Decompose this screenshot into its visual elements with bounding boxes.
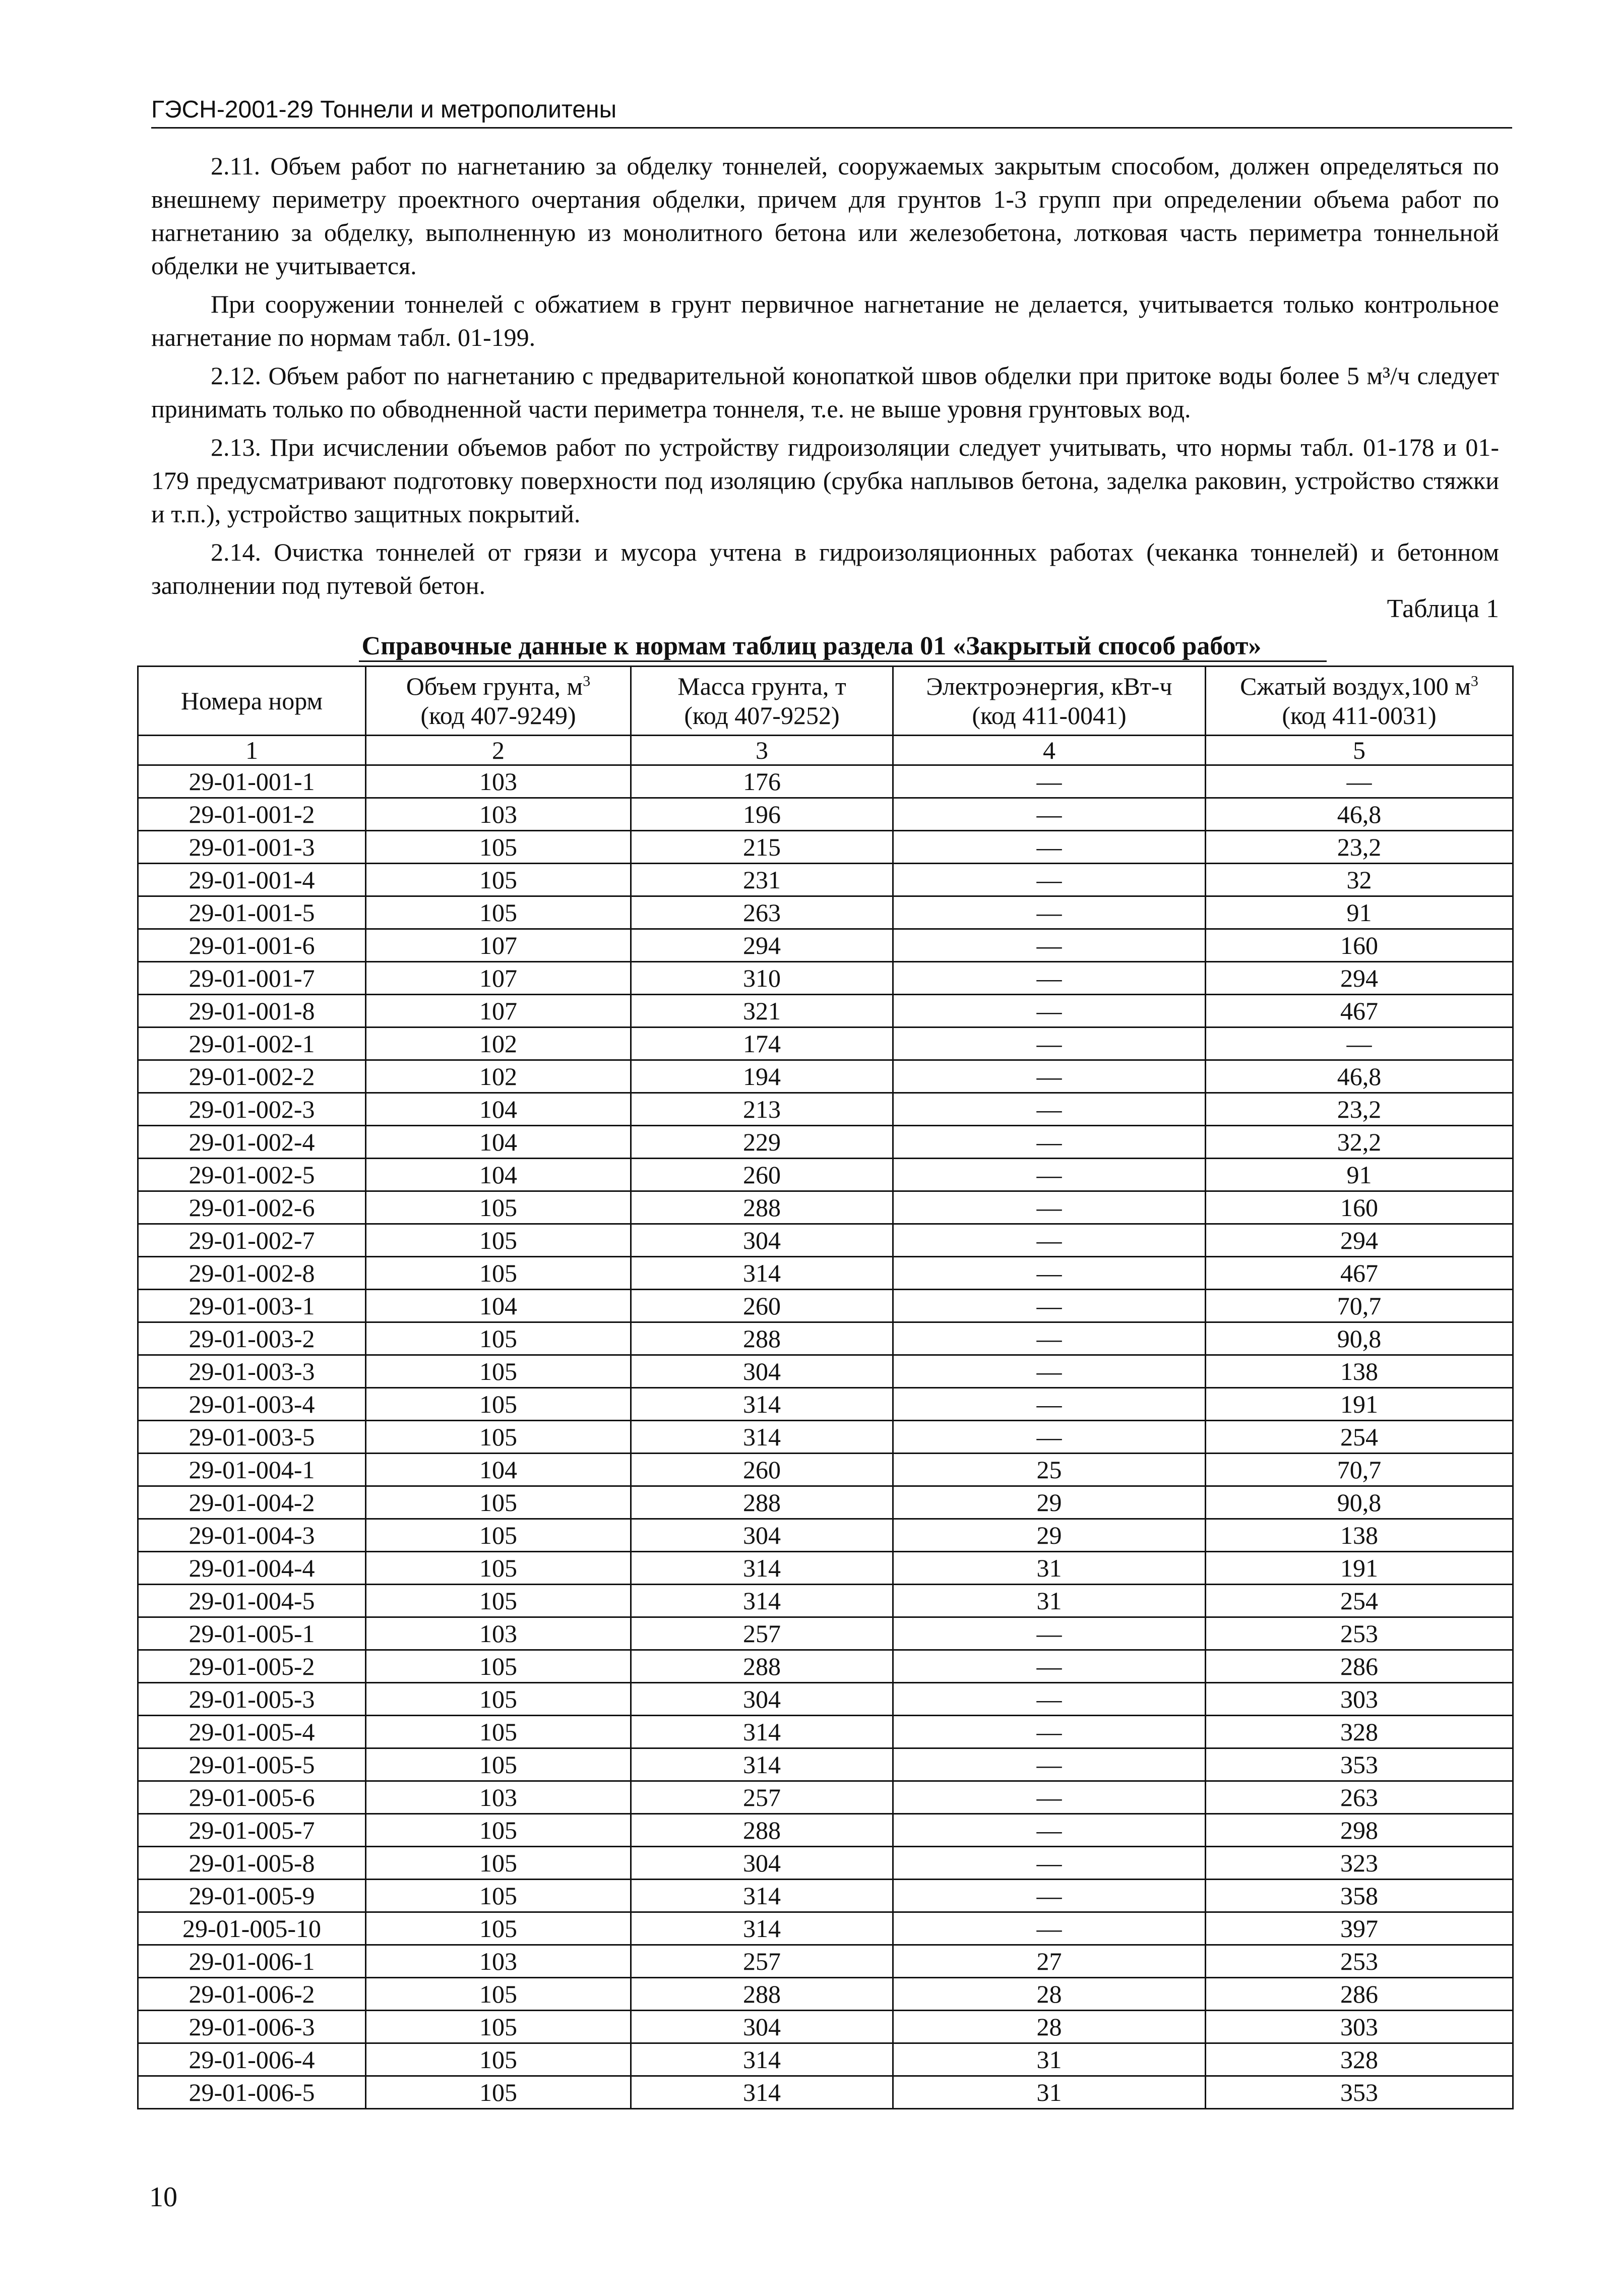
table-cell: 29 xyxy=(893,1519,1206,1552)
table-cell: 31 xyxy=(893,2043,1206,2076)
table-cell: — xyxy=(893,1716,1206,1748)
table-cell: 102 xyxy=(366,1060,631,1093)
table-row xyxy=(138,1552,1513,1585)
table-row xyxy=(138,1454,1513,1486)
table-row xyxy=(138,1814,1513,1847)
table-cell: 29-01-003-1 xyxy=(138,1290,366,1322)
table-cell: 29-01-004-2 xyxy=(138,1486,366,1519)
table-cell: 105 xyxy=(366,1552,631,1585)
table-cell: — xyxy=(1206,1028,1513,1060)
table-cell: 28 xyxy=(893,2011,1206,2043)
table-cell: 288 xyxy=(631,1650,893,1683)
table-cell: 27 xyxy=(893,1945,1206,1978)
column-header-norm-number xyxy=(138,667,366,736)
table-cell: 29-01-005-9 xyxy=(138,1880,366,1912)
table-row xyxy=(138,1388,1513,1421)
table-cell: — xyxy=(893,831,1206,864)
table-cell: 29-01-006-5 xyxy=(138,2076,366,2109)
page-number: 10 xyxy=(149,2182,177,2213)
table-cell: — xyxy=(893,798,1206,831)
table-cell: 29-01-001-4 xyxy=(138,864,366,896)
table-row xyxy=(138,1028,1513,1060)
table-cell: 105 xyxy=(366,2043,631,2076)
table-cell: 70,7 xyxy=(1206,1454,1513,1486)
table-cell: 303 xyxy=(1206,1683,1513,1716)
table-cell: 29-01-002-5 xyxy=(138,1159,366,1191)
table-row xyxy=(138,1912,1513,1945)
table-cell: 358 xyxy=(1206,1880,1513,1912)
table-row xyxy=(138,1159,1513,1191)
table-cell: 314 xyxy=(631,1748,893,1781)
table-cell: 29-01-006-2 xyxy=(138,1978,366,2011)
column-header-code: (код 407-9249) xyxy=(420,701,576,730)
table-cell: 288 xyxy=(631,1814,893,1847)
table-cell: 29-01-001-6 xyxy=(138,929,366,962)
table-cell: — xyxy=(893,1880,1206,1912)
table-cell: 105 xyxy=(366,1486,631,1519)
table-cell: 260 xyxy=(631,1454,893,1486)
table-row xyxy=(138,2043,1513,2076)
table-cell: 314 xyxy=(631,1880,893,1912)
table-row xyxy=(138,1322,1513,1355)
table-cell: 29-01-005-7 xyxy=(138,1814,366,1847)
table-cell: 32,2 xyxy=(1206,1126,1513,1159)
table-cell: 253 xyxy=(1206,1945,1513,1978)
column-header-label: Электроэнергия, кВт-ч xyxy=(926,672,1172,700)
table-cell: 23,2 xyxy=(1206,1093,1513,1126)
table-cell: — xyxy=(893,864,1206,896)
table-cell: 29-01-005-8 xyxy=(138,1847,366,1880)
column-number-row xyxy=(138,736,1513,765)
table-row xyxy=(138,1847,1513,1880)
table-cell: — xyxy=(893,1814,1206,1847)
table-cell: 263 xyxy=(1206,1781,1513,1814)
column-number: 3 xyxy=(631,736,893,765)
table-cell: — xyxy=(893,1748,1206,1781)
table-cell: — xyxy=(893,765,1206,798)
column-header-compressed-air xyxy=(1206,667,1513,736)
table-cell: 286 xyxy=(1206,1650,1513,1683)
table-cell: 138 xyxy=(1206,1355,1513,1388)
table-cell: 286 xyxy=(1206,1978,1513,2011)
table-cell: 103 xyxy=(366,798,631,831)
table-cell: 29-01-002-7 xyxy=(138,1224,366,1257)
table-cell: 105 xyxy=(366,831,631,864)
table-cell: — xyxy=(893,1093,1206,1126)
table-row xyxy=(138,1519,1513,1552)
table-cell: — xyxy=(893,1617,1206,1650)
paragraph: 2.11. Объем работ по нагнетанию за обделку тоннелей, сооружаемых закрытым способом, должен определяться по внешнему периметру проектного очертания обделки, причем для грунтов 1-3 групп при определении объема работ по нагнетанию за обделку, выполненную из монолитного бетона или железобетона, лотковая часть периметра тоннельной обделки не учитывается. xyxy=(151,152,1499,280)
table-cell: — xyxy=(893,1257,1206,1290)
table-cell: — xyxy=(893,1388,1206,1421)
table-cell: 314 xyxy=(631,2043,893,2076)
table-cell: 323 xyxy=(1206,1847,1513,1880)
table-cell: 104 xyxy=(366,1093,631,1126)
table-cell: 103 xyxy=(366,1617,631,1650)
table-cell: 29-01-002-3 xyxy=(138,1093,366,1126)
table-cell: 29-01-002-6 xyxy=(138,1191,366,1224)
table-cell: — xyxy=(893,1126,1206,1159)
table-cell: 29-01-005-5 xyxy=(138,1748,366,1781)
column-header-label: Объем грунта, м xyxy=(406,672,583,700)
table-cell: — xyxy=(893,929,1206,962)
table-cell: 288 xyxy=(631,1191,893,1224)
table-row xyxy=(138,1716,1513,1748)
table-cell: 105 xyxy=(366,1224,631,1257)
table-cell: — xyxy=(893,1847,1206,1880)
table-cell: 104 xyxy=(366,1290,631,1322)
column-header-electricity xyxy=(893,667,1206,736)
column-header-code: (код 411-0031) xyxy=(1282,701,1437,730)
table-cell: 29-01-006-3 xyxy=(138,2011,366,2043)
table-cell: 46,8 xyxy=(1206,798,1513,831)
table-cell: 105 xyxy=(366,896,631,929)
table-cell: 304 xyxy=(631,1224,893,1257)
table-cell: 29-01-004-3 xyxy=(138,1519,366,1552)
table-cell: 105 xyxy=(366,1814,631,1847)
table-cell: 46,8 xyxy=(1206,1060,1513,1093)
table-cell: 105 xyxy=(366,1421,631,1454)
table-cell: 304 xyxy=(631,1847,893,1880)
table-cell: 70,7 xyxy=(1206,1290,1513,1322)
table-cell: 105 xyxy=(366,1912,631,1945)
table-cell: 160 xyxy=(1206,929,1513,962)
table-cell: 304 xyxy=(631,2011,893,2043)
table-cell: 105 xyxy=(366,1257,631,1290)
table-cell: 304 xyxy=(631,1355,893,1388)
table-cell: 105 xyxy=(366,1388,631,1421)
table-cell: 314 xyxy=(631,1257,893,1290)
table-cell: 191 xyxy=(1206,1552,1513,1585)
table-cell: 90,8 xyxy=(1206,1486,1513,1519)
table-row xyxy=(138,1748,1513,1781)
table-cell: 174 xyxy=(631,1028,893,1060)
table-cell: 294 xyxy=(1206,1224,1513,1257)
table-cell: 253 xyxy=(1206,1617,1513,1650)
table-row xyxy=(138,1617,1513,1650)
table-row xyxy=(138,1290,1513,1322)
table-row xyxy=(138,2076,1513,2109)
table-cell: 29-01-001-3 xyxy=(138,831,366,864)
table-cell: 353 xyxy=(1206,1748,1513,1781)
table-cell: 29-01-002-1 xyxy=(138,1028,366,1060)
table-title: Справочные данные к нормам таблиц раздела 01 «Закрытый способ работ» xyxy=(361,632,1262,660)
table-cell: 105 xyxy=(366,1880,631,1912)
table-cell: 29-01-001-1 xyxy=(138,765,366,798)
table-row xyxy=(138,1224,1513,1257)
table-cell: 176 xyxy=(631,765,893,798)
table-row xyxy=(138,1355,1513,1388)
table-cell: 257 xyxy=(631,1781,893,1814)
table-cell: — xyxy=(893,896,1206,929)
table-cell: 288 xyxy=(631,1322,893,1355)
column-number: 2 xyxy=(366,736,631,765)
table-cell: — xyxy=(893,1224,1206,1257)
table-row xyxy=(138,831,1513,864)
table-cell: — xyxy=(893,1290,1206,1322)
table-cell: 104 xyxy=(366,1454,631,1486)
table-cell: 105 xyxy=(366,1519,631,1552)
table-cell: 105 xyxy=(366,2076,631,2109)
table-cell: 138 xyxy=(1206,1519,1513,1552)
reference-data-table xyxy=(137,666,1514,2109)
table-cell: 229 xyxy=(631,1126,893,1159)
column-number: 5 xyxy=(1206,736,1513,765)
table-cell: 215 xyxy=(631,831,893,864)
table-cell: — xyxy=(1206,765,1513,798)
table-cell: — xyxy=(893,1355,1206,1388)
table-cell: 303 xyxy=(1206,2011,1513,2043)
table-cell: 29-01-004-4 xyxy=(138,1552,366,1585)
table-cell: 321 xyxy=(631,995,893,1028)
table-cell: 107 xyxy=(366,995,631,1028)
table-cell: 29-01-005-1 xyxy=(138,1617,366,1650)
table-cell: 29-01-005-6 xyxy=(138,1781,366,1814)
table-cell: 29-01-003-5 xyxy=(138,1421,366,1454)
table-cell: 29-01-004-5 xyxy=(138,1585,366,1617)
table-cell: 28 xyxy=(893,1978,1206,2011)
table-cell: 105 xyxy=(366,1748,631,1781)
table-cell: 105 xyxy=(366,1847,631,1880)
table-cell: 105 xyxy=(366,1585,631,1617)
table-row xyxy=(138,896,1513,929)
table-row xyxy=(138,1421,1513,1454)
table-cell: 105 xyxy=(366,1683,631,1716)
table-row xyxy=(138,2011,1513,2043)
table-cell: 314 xyxy=(631,1716,893,1748)
table-cell: 105 xyxy=(366,1191,631,1224)
header-divider xyxy=(151,127,1512,129)
table-cell: 314 xyxy=(631,1585,893,1617)
table-cell: 29-01-005-2 xyxy=(138,1650,366,1683)
unit-superscript: 3 xyxy=(583,673,591,690)
table-row xyxy=(138,929,1513,962)
table-cell: — xyxy=(893,1912,1206,1945)
table-cell: 91 xyxy=(1206,1159,1513,1191)
table-cell: 288 xyxy=(631,1978,893,2011)
table-cell: 231 xyxy=(631,864,893,896)
table-cell: 105 xyxy=(366,1650,631,1683)
column-header-code: (код 407-9252) xyxy=(684,701,840,730)
table-cell: 314 xyxy=(631,1421,893,1454)
table-row xyxy=(138,995,1513,1028)
table-cell: 191 xyxy=(1206,1388,1513,1421)
table-row xyxy=(138,1781,1513,1814)
table-cell: 353 xyxy=(1206,2076,1513,2109)
table-cell: 314 xyxy=(631,1552,893,1585)
table-cell: 103 xyxy=(366,1781,631,1814)
table-cell: — xyxy=(893,1191,1206,1224)
table-cell: 314 xyxy=(631,1912,893,1945)
table-row xyxy=(138,1880,1513,1912)
table-cell: 103 xyxy=(366,1945,631,1978)
table-cell: 105 xyxy=(366,1322,631,1355)
table-cell: — xyxy=(893,1322,1206,1355)
table-cell: 257 xyxy=(631,1945,893,1978)
table-cell: 25 xyxy=(893,1454,1206,1486)
table-cell: 90,8 xyxy=(1206,1322,1513,1355)
table-cell: 29-01-002-2 xyxy=(138,1060,366,1093)
table-cell: 196 xyxy=(631,798,893,831)
table-cell: 304 xyxy=(631,1683,893,1716)
table-cell: 254 xyxy=(1206,1585,1513,1617)
table-cell: 107 xyxy=(366,962,631,995)
table-cell: 397 xyxy=(1206,1912,1513,1945)
table-title-underline xyxy=(359,660,1327,662)
table-cell: 29-01-001-2 xyxy=(138,798,366,831)
table-cell: 314 xyxy=(631,2076,893,2109)
table-row xyxy=(138,1257,1513,1290)
table-row xyxy=(138,1093,1513,1126)
table-cell: 29-01-001-7 xyxy=(138,962,366,995)
table-cell: 31 xyxy=(893,1585,1206,1617)
table-cell: 31 xyxy=(893,2076,1206,2109)
table-cell: 213 xyxy=(631,1093,893,1126)
table-cell: — xyxy=(893,1060,1206,1093)
table-cell: 254 xyxy=(1206,1421,1513,1454)
table-cell: 29-01-003-2 xyxy=(138,1322,366,1355)
table-row xyxy=(138,1486,1513,1519)
paragraph: При сооружении тоннелей с обжатием в грунт первичное нагнетание не делается, учитывается только контрольное нагнетание по нормам табл. 01-199. xyxy=(151,290,1499,351)
table-row xyxy=(138,864,1513,896)
table-cell: 29-01-004-1 xyxy=(138,1454,366,1486)
table-cell: 105 xyxy=(366,1978,631,2011)
column-header-code: (код 411-0041) xyxy=(972,701,1127,730)
table-row xyxy=(138,1585,1513,1617)
table-cell: 29-01-001-8 xyxy=(138,995,366,1028)
column-header-soil-mass xyxy=(631,667,893,736)
table-cell: 467 xyxy=(1206,1257,1513,1290)
table-row xyxy=(138,1060,1513,1093)
column-number: 1 xyxy=(138,736,366,765)
table-row xyxy=(138,798,1513,831)
table-cell: — xyxy=(893,1421,1206,1454)
table-cell: 288 xyxy=(631,1486,893,1519)
table-cell: 467 xyxy=(1206,995,1513,1028)
table-cell: 29-01-005-10 xyxy=(138,1912,366,1945)
column-header-label: Сжатый воздух,100 м xyxy=(1240,672,1471,700)
table-cell: 31 xyxy=(893,1552,1206,1585)
column-number: 4 xyxy=(893,736,1206,765)
table-cell: 260 xyxy=(631,1159,893,1191)
paragraph: 2.14. Очистка тоннелей от грязи и мусора учтена в гидроизоляционных работах (чеканка тоннелей) и бетонном заполнении под путевой бетон. xyxy=(151,538,1499,599)
table-row xyxy=(138,1683,1513,1716)
table-cell: 91 xyxy=(1206,896,1513,929)
table-cell: 29-01-002-8 xyxy=(138,1257,366,1290)
table-cell: 29-01-006-4 xyxy=(138,2043,366,2076)
table-cell: — xyxy=(893,1028,1206,1060)
table-cell: 29-01-005-4 xyxy=(138,1716,366,1748)
column-header-label: Номера норм xyxy=(180,687,323,715)
table-row xyxy=(138,1126,1513,1159)
table-cell: 29-01-003-4 xyxy=(138,1388,366,1421)
table-cell: 105 xyxy=(366,1355,631,1388)
table-cell: 29-01-001-5 xyxy=(138,896,366,929)
table-cell: 294 xyxy=(1206,962,1513,995)
table-cell: 104 xyxy=(366,1159,631,1191)
table-cell: 29-01-005-3 xyxy=(138,1683,366,1716)
table-cell: 328 xyxy=(1206,1716,1513,1748)
table-row xyxy=(138,1650,1513,1683)
table-cell: 328 xyxy=(1206,2043,1513,2076)
table-cell: 105 xyxy=(366,864,631,896)
table-row xyxy=(138,1191,1513,1224)
table-cell: 23,2 xyxy=(1206,831,1513,864)
table-cell: 105 xyxy=(366,1716,631,1748)
paragraph: 2.12. Объем работ по нагнетанию с предварительной конопаткой швов обделки при притоке воды более 5 м³/ч следует принимать только по обводненной части периметра тоннеля, т.е. не выше уровня грунтовых вод. xyxy=(151,361,1499,423)
table-cell: 263 xyxy=(631,896,893,929)
table-cell: — xyxy=(893,1650,1206,1683)
body-text xyxy=(151,149,1499,607)
table-caption: Таблица 1 xyxy=(1387,594,1499,623)
table-cell: — xyxy=(893,962,1206,995)
table-cell: 32 xyxy=(1206,864,1513,896)
table-cell: 257 xyxy=(631,1617,893,1650)
table-cell: 105 xyxy=(366,2011,631,2043)
column-header-soil-volume xyxy=(366,667,631,736)
table-cell: — xyxy=(893,1159,1206,1191)
table-cell: — xyxy=(893,995,1206,1028)
table-row xyxy=(138,765,1513,798)
table-cell: 107 xyxy=(366,929,631,962)
table-cell: — xyxy=(893,1781,1206,1814)
table-cell: 194 xyxy=(631,1060,893,1093)
table-cell: 304 xyxy=(631,1519,893,1552)
unit-superscript: 3 xyxy=(1470,673,1478,690)
table-cell: 260 xyxy=(631,1290,893,1322)
column-header-label: Масса грунта, т xyxy=(677,672,846,700)
table-cell: 104 xyxy=(366,1126,631,1159)
running-header: ГЭСН-2001-29 Тоннели и метрополитены xyxy=(151,96,617,123)
table-row xyxy=(138,962,1513,995)
table-cell: 29-01-002-4 xyxy=(138,1126,366,1159)
table-cell: 103 xyxy=(366,765,631,798)
table-cell: 294 xyxy=(631,929,893,962)
table-cell: 298 xyxy=(1206,1814,1513,1847)
table-body xyxy=(138,765,1513,2109)
table-cell: 29-01-006-1 xyxy=(138,1945,366,1978)
table-cell: 314 xyxy=(631,1388,893,1421)
table-cell: 29-01-003-3 xyxy=(138,1355,366,1388)
table-cell: 102 xyxy=(366,1028,631,1060)
table-cell: 29 xyxy=(893,1486,1206,1519)
table-cell: 310 xyxy=(631,962,893,995)
table-row xyxy=(138,1945,1513,1978)
table-header-row xyxy=(138,667,1513,736)
paragraph: 2.13. При исчислении объемов работ по устройству гидроизоляции следует учитывать, что нормы табл. 01-178 и 01-179 предусматривают подготовку поверхности под изоляцию (срубка наплывов бетона, заделка раковин, устройство стяжки и т.п.), устройство защитных покрытий. xyxy=(151,433,1499,528)
table-row xyxy=(138,1978,1513,2011)
table-cell: 160 xyxy=(1206,1191,1513,1224)
table-cell: — xyxy=(893,1683,1206,1716)
